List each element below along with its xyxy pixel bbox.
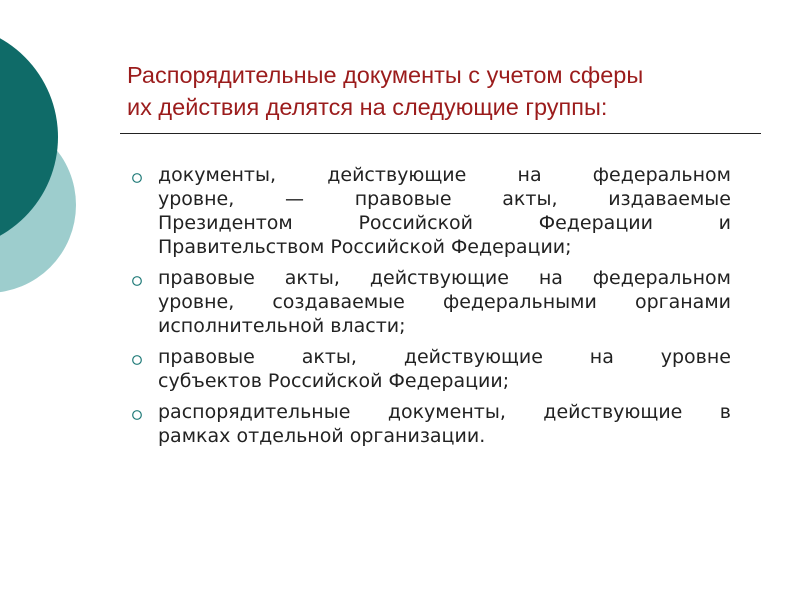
- circle-bullet-icon: [131, 275, 143, 287]
- title-divider: [120, 133, 761, 134]
- list-item-line: документы, действующие на федеральном: [158, 164, 731, 186]
- list-item: [127, 345, 731, 393]
- circle-bullet-icon: [131, 409, 143, 421]
- list-item-line: уровне, — правовые акты, издаваемые: [158, 188, 731, 210]
- list-item: [127, 400, 731, 448]
- list-item: [127, 163, 731, 259]
- list-item-line: исполнительной власти;: [158, 315, 406, 337]
- list-item-line: Правительством Российской Федерации;: [158, 236, 572, 258]
- list-item-text: [158, 163, 731, 259]
- list-item-line: рамках отдельной организации.: [158, 425, 486, 447]
- circle-bullet-icon: [131, 354, 143, 366]
- list-item-text: [158, 266, 731, 338]
- slide-title: [127, 59, 767, 123]
- title-line-2: их действия делятся на следующие группы:: [127, 94, 608, 120]
- list-item-line: Президентом Российской Федерации и: [158, 212, 731, 234]
- list-item-line: правовые акты, действующие на федеральном: [158, 267, 731, 289]
- bullet-list: [127, 163, 731, 455]
- list-item-text: [158, 400, 731, 448]
- title-line-1: Распорядительные документы с учетом сферы: [127, 62, 644, 88]
- list-item-line: субъектов Российской Федерации;: [158, 370, 510, 392]
- circle-bullet-icon: [131, 172, 143, 184]
- list-item-text: [158, 345, 731, 393]
- list-item-line: правовые акты, действующие на уровне: [158, 346, 731, 368]
- decorative-circles: [0, 0, 130, 320]
- list-item: [127, 266, 731, 338]
- list-item-line: уровне, создаваемые федеральными органами: [158, 291, 731, 313]
- list-item-line: распорядительные документы, действующие в: [158, 401, 731, 423]
